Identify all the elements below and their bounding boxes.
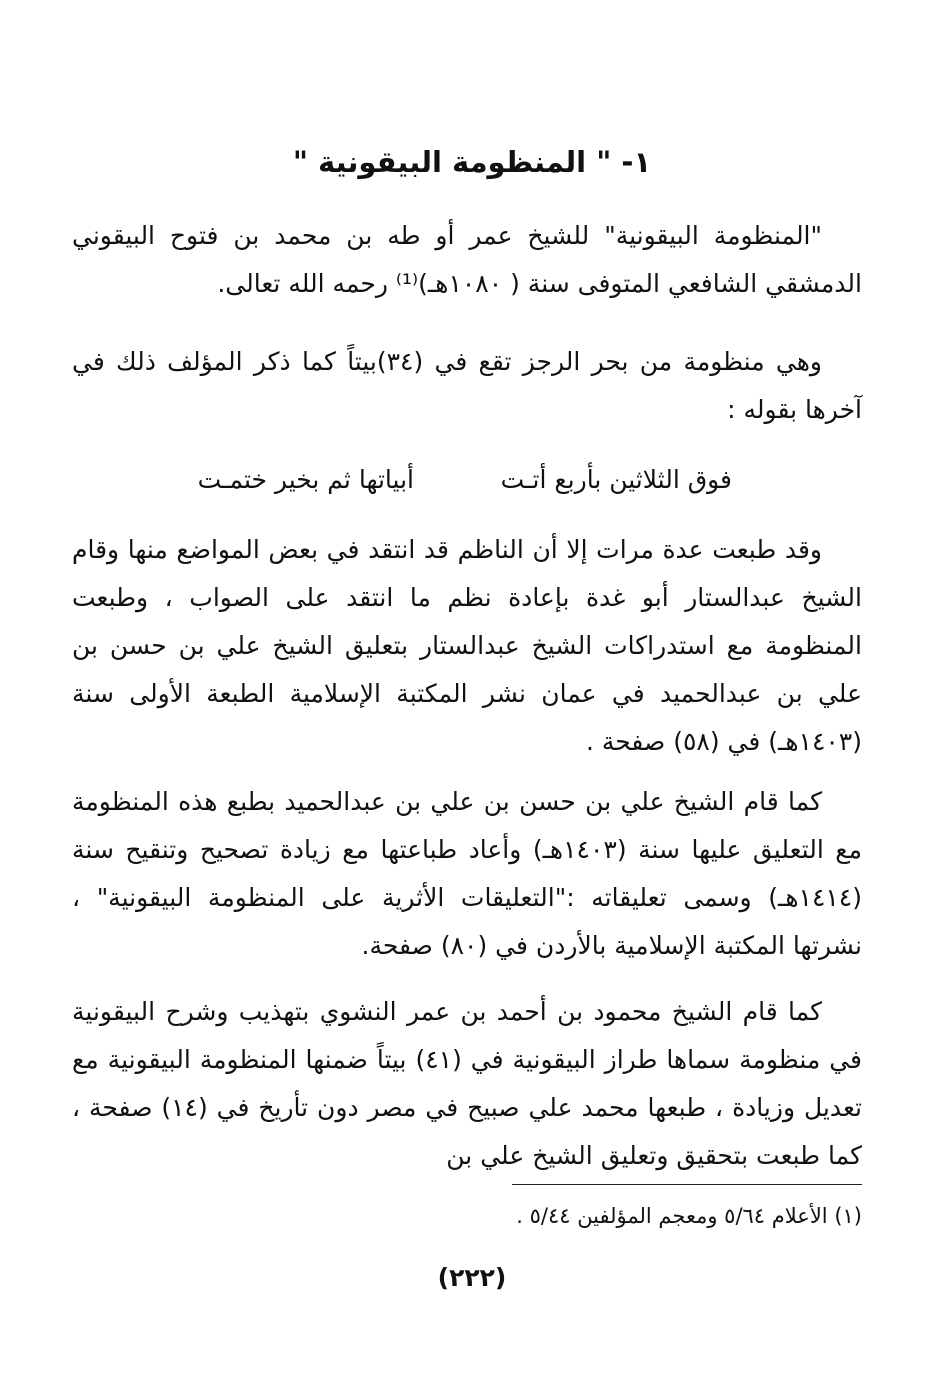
footnote: (١) الأعلام ٥/٦٤ ومعجم المؤلفين ٥/٤٤ . xyxy=(516,1204,862,1228)
paragraph-2 xyxy=(72,338,862,434)
paragraph-3 xyxy=(72,526,862,766)
paragraph-4-text: كما قام الشيخ علي بن حسن بن علي بن عبدالحميد بطبع هذه المنظومة مع التعليق عليها سنة (١٤٠٣هـ) وأعاد طباعتها مع زيادة تصحيح وتنقيح سنة (١٤١٤هـ) وسمى تعليقاته :"التعليقات الأثرية على المنظومة البيقونية" ، نشرتها المكتبة الإسلامية بالأردن في (٨٠) صفحة. xyxy=(72,787,862,960)
paragraph-2-text: وهي منظومة من بحر الرجز تقع في (٣٤)بيتاً كما ذكر المؤلف ذلك في آخرها بقوله : xyxy=(72,347,862,424)
verse-second-hemistich: أبياتها ثم بخير ختمـت xyxy=(197,465,414,494)
verse-first-hemistich: فوق الثلاثين بأربع أتـت xyxy=(500,465,732,494)
paragraph-1 xyxy=(72,212,862,308)
paragraph-3-text: وقد طبعت عدة مرات إلا أن الناظم قد انتقد في بعض المواضع منها وقام الشيخ عبدالستار أبو غدة بإعادة نظم ما انتقد على الصواب ، وطبعت المنظومة مع استدراكات الشيخ عبدالستار بتعليق الشيخ علي بن حسن بن علي بن عبدالحميد في عمان نشر المكتبة الإسلامية الطبعة الأولى سنة (١٤٠٣هـ) في (٥٨) صفحة . xyxy=(72,535,862,756)
paragraph-4 xyxy=(72,778,862,970)
page-number: (٢٢٢) xyxy=(437,1263,507,1292)
paragraph-5 xyxy=(72,988,862,1180)
paragraph-1-text: "المنظومة البيقونية" للشيخ عمر أو طه بن محمد بن فتوح البيقوني الدمشقي الشافعي المتوفى سنة ( ١٠٨٠هـ)⁽¹⁾ رحمه الله تعالى. xyxy=(72,221,862,298)
paragraph-5-text: كما قام الشيخ محمود بن أحمد بن عمر النشوي بتهذيب وشرح البيقونية في منظومة سماها طراز البيقونية في (٤١) بيتاً ضمنها المنظومة البيقونية مع تعديل وزيادة ، طبعها محمد علي صبيح في مصر دون تأريخ في (١٤) صفحة ، كما طبعت بتحقيق وتعليق الشيخ علي بن xyxy=(72,997,863,1170)
poem-verse xyxy=(0,456,944,504)
footnote-divider xyxy=(512,1184,862,1185)
section-heading: ١- " المنظومة البيقونية " xyxy=(292,145,652,179)
